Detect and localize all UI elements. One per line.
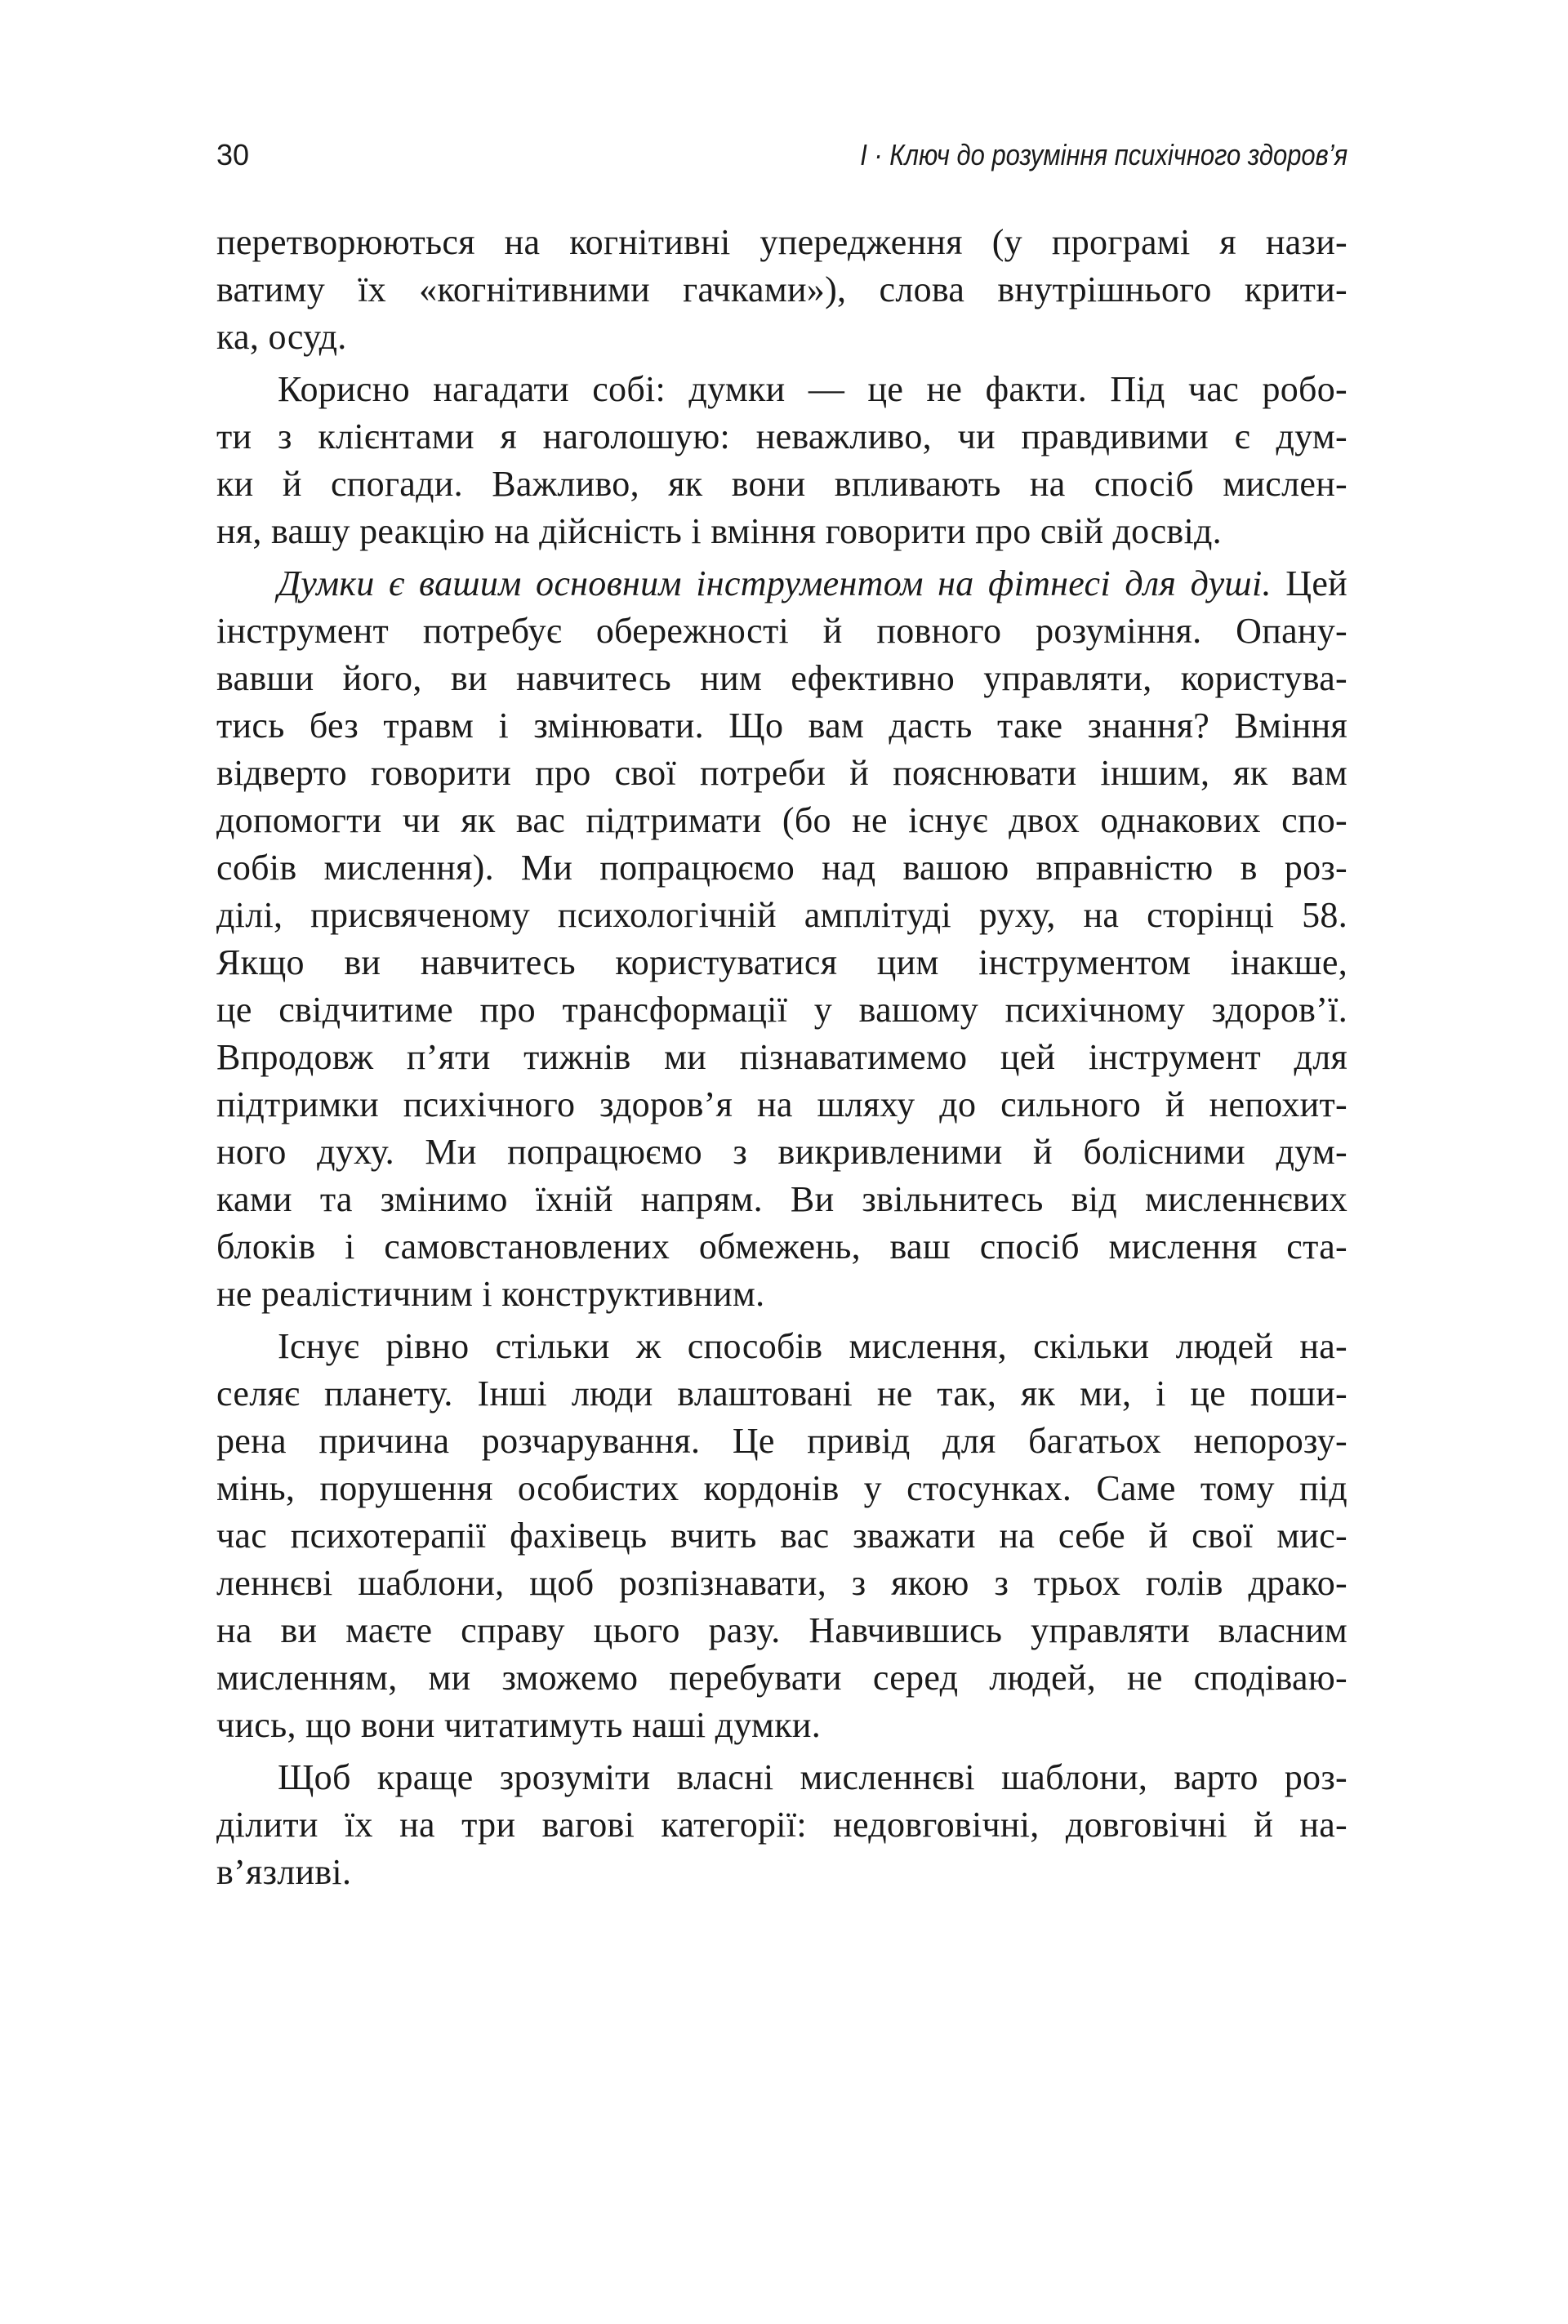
text-line: ками та змінимо їхній напрям. Ви звільнитесь від мисленнєвих bbox=[216, 1179, 1348, 1219]
text-line: чись, що вони читатимуть наші думки. bbox=[216, 1705, 822, 1745]
text-line: Існує рівно стільки ж способів мислення, скільки людей на- bbox=[278, 1326, 1348, 1366]
text-line: Якщо ви навчитесь користуватися цим інструментом інакше, bbox=[216, 942, 1348, 982]
text-line: ділити їх на три вагові категорії: недовговічні, довговічні й на- bbox=[216, 1805, 1348, 1845]
text-line: не реалістичним і конструктивним. bbox=[216, 1274, 765, 1314]
paragraph bbox=[216, 366, 1348, 555]
text-line: Щоб краще зрозуміти власні мисленнєві шаблони, варто роз- bbox=[278, 1757, 1348, 1797]
text-line: мисленням, ми зможемо перебувати серед людей, не сподіваю- bbox=[216, 1658, 1348, 1698]
text-line: селяє планету. Інші люди влаштовані не так, як ми, і це поши- bbox=[216, 1373, 1348, 1414]
running-head bbox=[216, 131, 1348, 180]
text-line: ти з клієнтами я наголошую: неважливо, чи правдивими є дум- bbox=[216, 416, 1348, 456]
paragraph bbox=[216, 1323, 1348, 1749]
text-fragment: Цей bbox=[1271, 563, 1348, 603]
text-line: це свідчитиме про трансформації у вашому психічному здоров’ї. bbox=[216, 990, 1348, 1030]
paragraph bbox=[216, 1754, 1348, 1896]
text-line: підтримки психічного здоров’я на шляху до сильного й непохит- bbox=[216, 1084, 1348, 1124]
paragraph bbox=[216, 219, 1348, 361]
text-line: леннєві шаблони, щоб розпізнавати, з якою з трьох голів драко- bbox=[216, 1563, 1348, 1603]
text-line: ватиму їх «когнітивними гачками»), слова внутрішнього крити- bbox=[216, 269, 1348, 309]
text-line: ки й спогади. Важливо, як вони впливають на спосіб мислен- bbox=[216, 464, 1348, 504]
paragraph bbox=[216, 560, 1348, 1318]
text-line: мінь, порушення особистих кордонів у стосунках. Саме тому під bbox=[216, 1468, 1348, 1508]
text-line: відверто говорити про свої потреби й пояснювати іншим, як вам bbox=[216, 753, 1348, 793]
text-line: на ви маєте справу цього разу. Навчившись управляти власним bbox=[216, 1610, 1348, 1650]
text-line: Корисно нагадати собі: думки — це не факти. Під час робо- bbox=[278, 369, 1348, 409]
text-line: допомогти чи як вас підтримати (бо не існує двох однакових спо- bbox=[216, 800, 1348, 840]
text-line: інструмент потребує обережності й повного розуміння. Опану- bbox=[216, 611, 1348, 651]
text-line: ка, осуд. bbox=[216, 317, 347, 357]
text-line: в’язливі. bbox=[216, 1852, 352, 1892]
text-line: ного духу. Ми попрацюємо з викривленими й болісними дум- bbox=[216, 1132, 1348, 1172]
text-line bbox=[216, 560, 1348, 608]
body-text bbox=[216, 219, 1348, 1896]
page-number: 30 bbox=[216, 138, 250, 171]
text-line: Впродовж п’яти тижнів ми пізнаватимемо цей інструмент для bbox=[216, 1037, 1348, 1077]
text-line: вавши його, ви навчитесь ним ефективно управляти, користува- bbox=[216, 658, 1348, 698]
text-line: час психотерапії фахівець вчить вас зважати на себе й свої мис- bbox=[216, 1516, 1348, 1556]
text-line: собів мислення). Ми попрацюємо над вашою вправністю в роз- bbox=[216, 848, 1348, 888]
chapter-title: І · Ключ до розуміння психічного здоров’я bbox=[859, 138, 1348, 171]
text-line: перетворюються на когнітивні упередження (у програмі я нази- bbox=[216, 222, 1348, 262]
text-line: ня, вашу реакцію на дійсність і вміння говорити про свій досвід. bbox=[216, 511, 1222, 551]
text-line: тись без травм і змінювати. Що вам дасть таке знання? Вміння bbox=[216, 706, 1348, 746]
text-line: блоків і самовстановлених обмежень, ваш спосіб мислення ста- bbox=[216, 1227, 1348, 1267]
emphasis-text: Думки є вашим основним інструментом на фітнесі для душі. bbox=[278, 563, 1272, 603]
text-line: рена причина розчарування. Це привід для багатьох непорозу- bbox=[216, 1421, 1348, 1461]
text-line: ділі, присвяченому психологічній амплітуді руху, на сторінці 58. bbox=[216, 895, 1348, 935]
